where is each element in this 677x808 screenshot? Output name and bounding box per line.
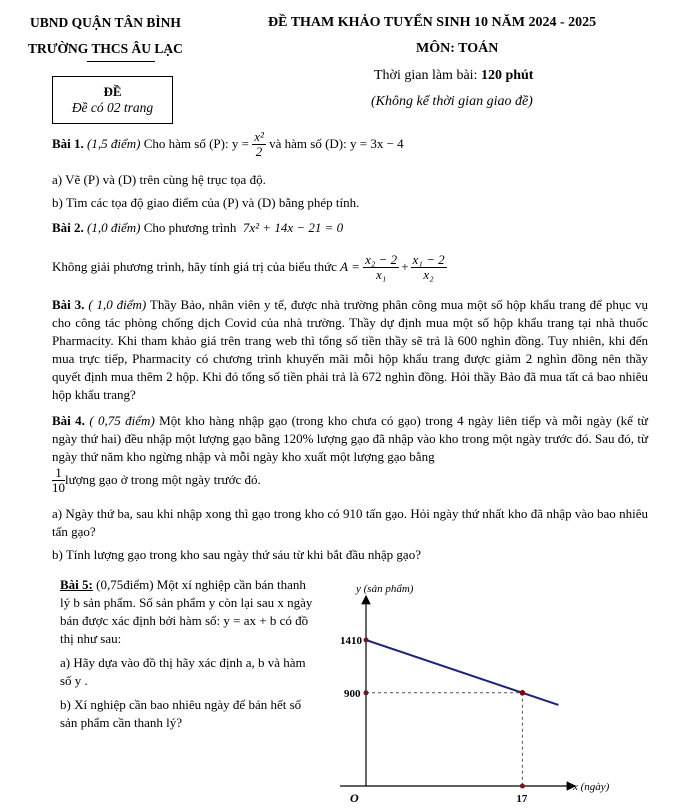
subject: MÔN: TOÁN	[416, 41, 499, 56]
bai1-b: b) Tìm các tọa độ giao điểm của (P) và (D) bằng phép tính.	[52, 195, 360, 210]
bai2-f2-den: x₂	[423, 266, 434, 282]
bai4-fraction-line	[52, 462, 261, 498]
bai5-a: a) Hãy dựa vào đồ thị hãy xác định a, b và hàm số y .	[60, 655, 306, 688]
point-900-axis	[364, 690, 369, 695]
bai5-label: Bài 5:	[60, 577, 93, 592]
bai5-text: Một xí nghiệp cần bán thanh lý b sản phẩm. Số sản phẩm y còn lại sau x ngày bán được xác định bởi hàm số: y = ax + b có đồ thị như sau:	[60, 577, 313, 646]
bai4-frac-num: 1	[52, 466, 65, 481]
bai3-text: Thầy Bảo, nhân viên y tế, được nhà trường phân công mua một số hộp khẩu trang để phục vụ cho công tác phòng chống dịch Covid của nhà trường. Thầy dự định mua một số hộp khẩu trang tại nhà thuốc Pharmacity. Khi tham khảo giá trên trang web thì tổng số tiền thầy sẽ trả là 600 nghìn đồng. Tuy nhiên, khi đến mua trực tiếp, Pharmacity có chương trình khuyến mãi mỗi hộp khẩu trang được giảm 2 nghìn đồng nên thầy quyết định mua thêm 2 hộp. Khi đó tổng số tiền phải trả là 672 nghìn đồng. Hỏi thầy Bảo đã mua tất cả bao nhiêu hộp khẩu trang?	[52, 297, 648, 402]
box-pages: Đề có 02 trang	[71, 100, 154, 115]
x-axis-label: x (ngày)	[573, 781, 610, 793]
bai2-fraction-1	[363, 253, 399, 282]
bai2-question: Không giải phương trình, hãy tính giá trị của biểu thức	[52, 259, 337, 274]
point-17-axis	[520, 784, 525, 789]
bai5-points: (0,75điểm)	[96, 577, 154, 592]
bai2-question-line	[52, 247, 447, 287]
bai4-fraction	[52, 466, 65, 495]
bai4-label: Bài 4.	[52, 413, 85, 428]
bai3-points: ( 1,0 điểm)	[88, 297, 147, 312]
bai1-points: (1,5 điểm)	[87, 136, 141, 151]
bai4-frac-tail: lượng gạo ở trong một ngày trước đó.	[65, 472, 261, 487]
bai5-block	[60, 576, 316, 732]
x-tick-17: 17	[516, 793, 528, 805]
bai1-line	[52, 125, 404, 163]
bai2-line	[52, 220, 343, 236]
bai1-a: a) Vẽ (P) và (D) trên cùng hệ trục tọa độ.	[52, 172, 266, 187]
bai2-f2-num: x₁ − 2	[412, 251, 445, 267]
bai1-intro: Cho hàm số (P):	[143, 136, 229, 151]
bai4-frac-den: 10	[52, 479, 65, 495]
bai1-p-fraction	[252, 130, 266, 159]
exam-title: ĐỀ THAM KHẢO TUYỂN SINH 10 NĂM 2024 - 2025	[268, 15, 597, 30]
bai4-text: Một kho hàng nhập gạo (trong kho chưa có gạo) trong 4 ngày liên tiếp và mỗi ngày (kể từ ngày thứ hai) đều nhập một lượng gạo bằng 120% lượng gạo đã nhập vào kho trong một ngày trước đó. Sau đó, từ ngày thứ năm kho ngừng nhập và mỗi ngày kho xuất một lượng gạo bằng	[52, 413, 648, 464]
bai4-points: ( 0,75 điểm)	[89, 413, 155, 428]
bai4-paragraph	[52, 412, 648, 466]
bai1-p-num: x²	[254, 128, 264, 144]
bai3-paragraph	[52, 296, 648, 404]
bai2-fraction-2	[411, 253, 447, 282]
bai4-a: a) Ngày thứ ba, sau khi nhập xong thì gạo trong kho có 910 tấn gạo. Hỏi ngày thứ nhất kho đã nhập vào bao nhiêu tấn gạo?	[52, 506, 648, 539]
bai1-label: Bài 1.	[52, 136, 84, 151]
time-value: 120 phút	[480, 68, 534, 83]
school-underline	[87, 61, 155, 62]
bai2-plus: +	[401, 259, 409, 274]
time-label: Thời gian làm bài:	[374, 68, 481, 83]
y-tick-1410: 1410	[340, 635, 362, 647]
school-name: TRƯỜNG THCS ÂU LẠC	[28, 41, 183, 56]
bai2-f1-num: x₂ − 2	[365, 251, 398, 267]
series-line	[366, 640, 558, 705]
bai1-and: và hàm số (D):	[269, 136, 347, 151]
y-tick-900: 900	[344, 687, 361, 700]
bai1-d-eq: y = 3x − 4	[350, 136, 404, 151]
bai1-p-lhs: y =	[231, 136, 249, 151]
bai4-b: b) Tính lượng gạo trong kho sau ngày thứ sáu từ khi bắt đầu nhập gạo?	[52, 547, 421, 562]
bai5-b: b) Xí nghiệp cần bao nhiêu ngày để bán hết số sản phẩm cần thanh lý?	[60, 697, 302, 730]
point-17-900	[520, 690, 526, 696]
bai2-intro: Cho phương trình	[143, 220, 237, 235]
district-name: UBND QUẬN TÂN BÌNH	[30, 15, 181, 30]
box-title: ĐỀ	[103, 84, 122, 99]
bai2-expr-lhs: A =	[340, 259, 360, 274]
bai2-equation: 7x² + 14x − 21 = 0	[242, 220, 344, 235]
bai2-label: Bài 2.	[52, 220, 84, 235]
bai1-p-den: 2	[255, 143, 263, 159]
bai2-f1-den: x₁	[376, 266, 387, 282]
bai5-graph	[330, 576, 650, 808]
chart-marks	[340, 635, 558, 805]
bai5-paragraph	[60, 576, 316, 648]
y-axis-label: y (sản phẩm)	[356, 583, 414, 595]
bai3-label: Bài 3.	[52, 297, 85, 312]
bai2-points: (1,0 điểm)	[87, 220, 141, 235]
point-1410	[364, 638, 369, 643]
time-note: (Không kể thời gian giao đề)	[371, 94, 533, 109]
time-line	[374, 68, 533, 84]
exam-code-box	[52, 76, 173, 124]
origin-label: O	[350, 791, 359, 805]
